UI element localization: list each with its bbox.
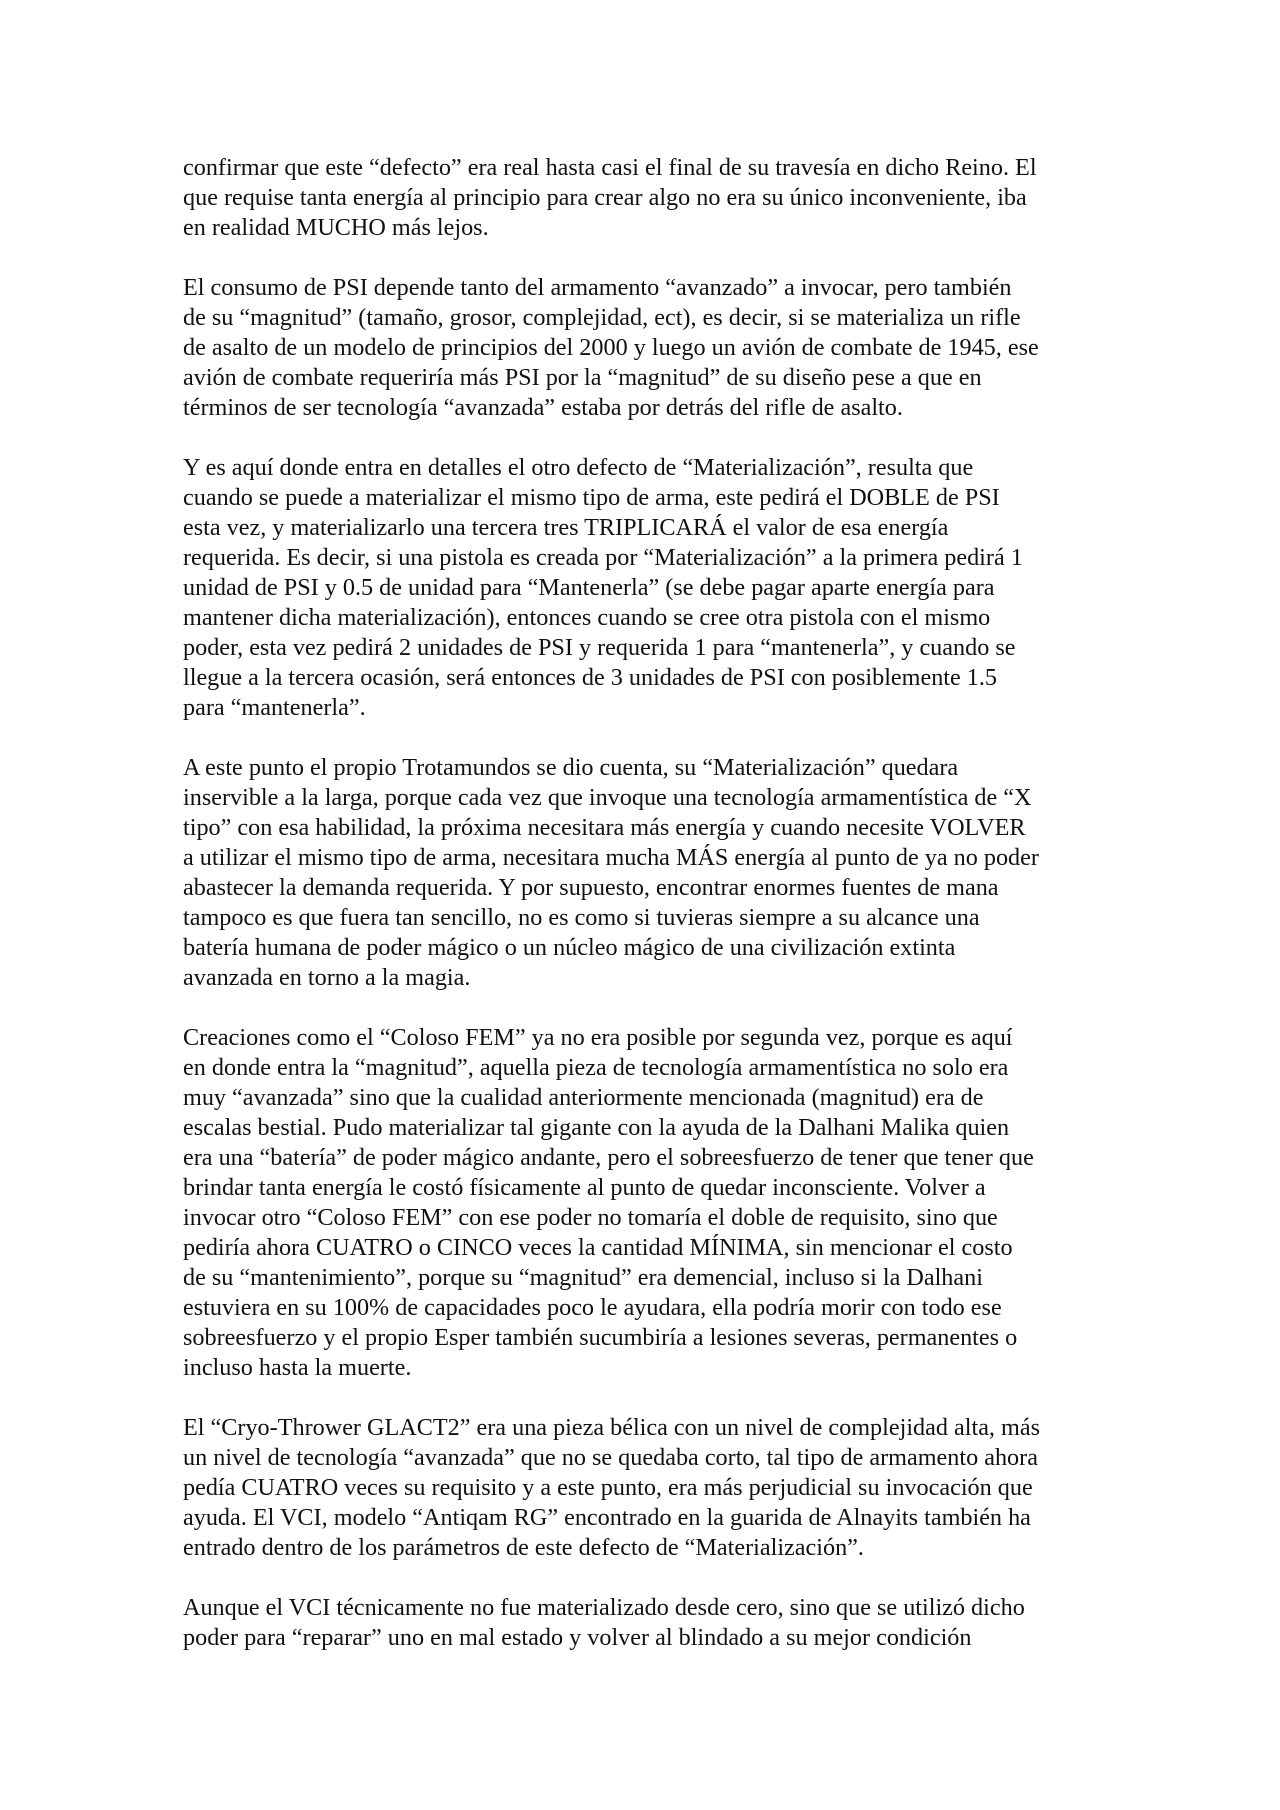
- paragraph-6: El “Cryo-Thrower GLACT2” era una pieza bélica con un nivel de complejidad alta, más un nivel de tecnología “avanzada” que no se quedaba corto, tal tipo de armamento ahora pedía CUATRO veces su requisito y a este punto, era más perjudicial su invocación que ayuda. El VCI, modelo “Antiqam RG” encontrado en la guarida de Alnayits también ha entrado dentro de los parámetros de este defecto de “Materialización”.: [183, 1414, 1040, 1561]
- paragraph-2: El consumo de PSI depende tanto del armamento “avanzado” a invocar, pero también de su “magnitud” (tamaño, grosor, complejidad, ect), es decir, si se materializa un rifle de asalto de un modelo de principios del 2000 y luego un avión de combate de 1945, ese avión de combate requeriría más PSI por la “magnitud” de su diseño pese a que en términos de ser tecnología “avanzada” estaba por detrás del rifle de asalto.: [183, 274, 1039, 421]
- paragraph-7: Aunque el VCI técnicamente no fue materializado desde cero, sino que se utilizó dicho poder para “reparar” uno en mal estado y volver al blindado a su mejor condición: [183, 1594, 1025, 1651]
- document-body: [183, 153, 1103, 1653]
- paragraph-1: confirmar que este “defecto” era real hasta casi el final de su travesía en dicho Reino. El que requise tanta energía al principio para crear algo no era su único inconveniente, iba en realidad MUCHO más lejos.: [183, 154, 1037, 241]
- paragraph-5: Creaciones como el “Coloso FEM” ya no era posible por segunda vez, porque es aquí en donde entra la “magnitud”, aquella pieza de tecnología armamentística no solo era muy “avanzada” sino que la cualidad anteriormente mencionada (magnitud) era de escalas bestial. Pudo materializar tal gigante con la ayuda de la Dalhani Malika quien era una “batería” de poder mágico andante, pero el sobreesfuerzo de tener que tener que brindar tanta energía le costó físicamente al punto de quedar inconsciente. Volver a invocar otro “Coloso FEM” con ese poder no tomaría el doble de requisito, sino que pediría ahora CUATRO o CINCO veces la cantidad MÍNIMA, sin mencionar el costo de su “mantenimiento”, porque su “magnitud” era demencial, incluso si la Dalhani estuviera en su 100% de capacidades poco le ayudara, ella podría morir con todo ese sobreesfuerzo y el propio Esper también sucumbiría a lesiones severas, permanentes o incluso hasta la muerte.: [183, 1024, 1034, 1381]
- paragraph-4: A este punto el propio Trotamundos se dio cuenta, su “Materialización” quedara inservible a la larga, porque cada vez que invoque una tecnología armamentística de “X tipo” con esa habilidad, la próxima necesitara más energía y cuando necesite VOLVER a utilizar el mismo tipo de arma, necesitara mucha MÁS energía al punto de ya no poder abastecer la demanda requerida. Y por supuesto, encontrar enormes fuentes de mana tampoco es que fuera tan sencillo, no es como si tuvieras siempre a su alcance una batería humana de poder mágico o un núcleo mágico de una civilización extinta avanzada en torno a la magia.: [183, 754, 1039, 991]
- paragraph-3: Y es aquí donde entra en detalles el otro defecto de “Materialización”, resulta que cuando se puede a materializar el mismo tipo de arma, este pedirá el DOBLE de PSI esta vez, y materializarlo una tercera tres TRIPLICARÁ el valor de esa energía requerida. Es decir, si una pistola es creada por “Materialización” a la primera pedirá 1 unidad de PSI y 0.5 de unidad para “Mantenerla” (se debe pagar aparte energía para mantener dicha materialización), entonces cuando se cree otra pistola con el mismo poder, esta vez pedirá 2 unidades de PSI y requerida 1 para “mantenerla”, y cuando se llegue a la tercera ocasión, será entonces de 3 unidades de PSI con posiblemente 1.5 para “mantenerla”.: [183, 454, 1023, 721]
